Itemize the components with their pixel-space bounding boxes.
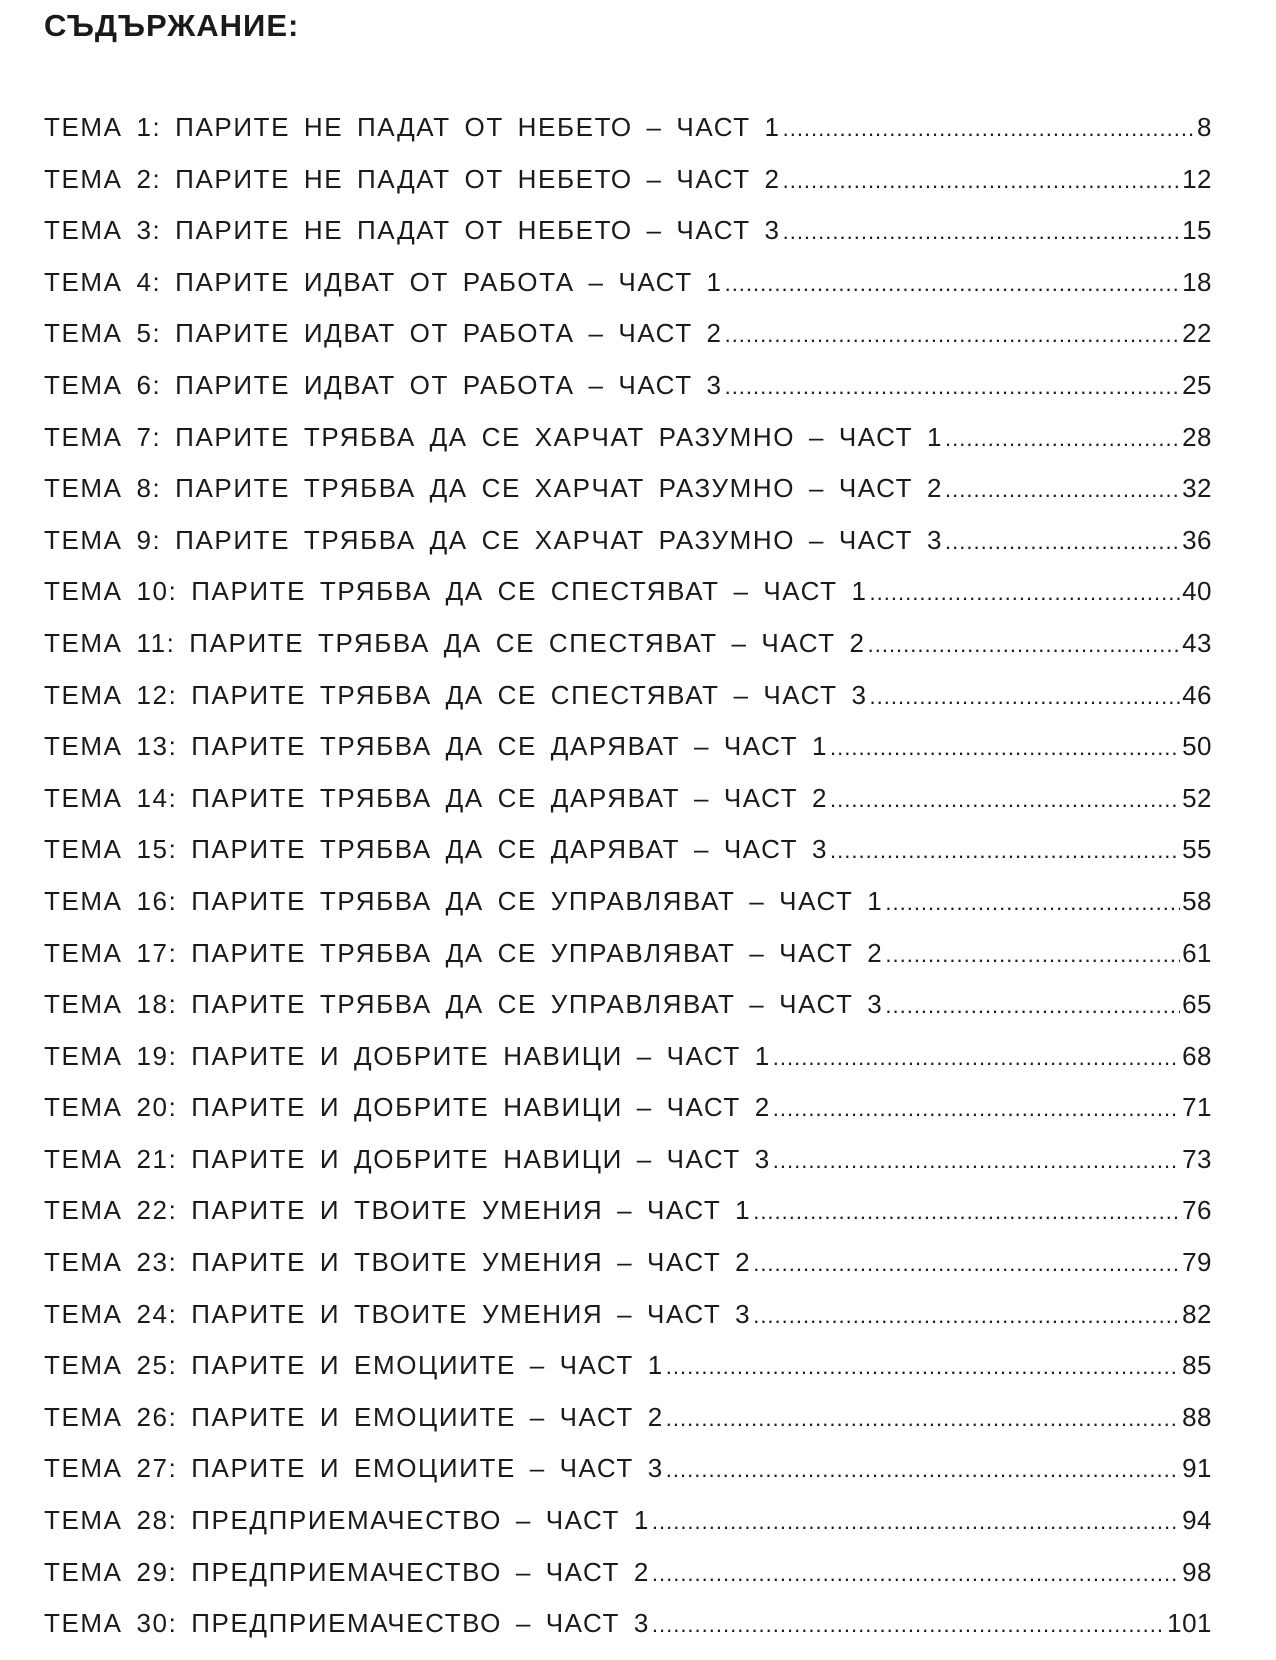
- dot-leader: [885, 938, 1180, 969]
- toc-entry-page: 79: [1182, 1247, 1212, 1278]
- toc-entry-label: ТЕМА 13: ПАРИТЕ ТРЯБВА ДА СЕ ДАРЯВАТ – ЧАСТ 1: [44, 731, 829, 762]
- toc-entry[interactable]: [44, 1350, 1212, 1402]
- toc-entry[interactable]: [44, 1402, 1212, 1454]
- toc-entry-label: ТЕМА 17: ПАРИТЕ ТРЯБВА ДА СЕ УПРАВЛЯВАТ – ЧАСТ 2: [44, 937, 884, 968]
- toc-entry-label: ТЕМА 15: ПАРИТЕ ТРЯБВА ДА СЕ ДАРЯВАТ – ЧАСТ 3: [44, 834, 829, 865]
- toc-entry[interactable]: [44, 422, 1212, 474]
- dot-leader: [830, 834, 1180, 865]
- toc-entry[interactable]: [44, 1195, 1212, 1247]
- toc-entry[interactable]: [44, 1041, 1212, 1093]
- toc-entry[interactable]: [44, 112, 1212, 164]
- toc-entry-label: ТЕМА 24: ПАРИТЕ И ТВОИТЕ УМЕНИЯ – ЧАСТ 3: [44, 1298, 752, 1329]
- toc-entry-page: 40: [1182, 576, 1212, 607]
- toc-entry-label: ТЕМА 11: ПАРИТЕ ТРЯБВА ДА СЕ СПЕСТЯВАТ – ЧАСТ 2: [44, 627, 866, 658]
- toc-entry[interactable]: [44, 989, 1212, 1041]
- toc-entry-label: ТЕМА 12: ПАРИТЕ ТРЯБВА ДА СЕ СПЕСТЯВАТ – ЧАСТ 3: [44, 679, 868, 710]
- toc-entry-page: 32: [1182, 473, 1212, 504]
- toc-entry[interactable]: [44, 628, 1212, 680]
- toc-entry-label: ТЕМА 7: ПАРИТЕ ТРЯБВА ДА СЕ ХАРЧАТ РАЗУМНО – ЧАСТ 1: [44, 421, 944, 452]
- toc-entry-label: ТЕМА 3: ПАРИТЕ НЕ ПАДАТ ОТ НЕБЕТО – ЧАСТ 3: [44, 215, 781, 246]
- toc-entry-page: 94: [1182, 1505, 1212, 1536]
- toc-entry-label: ТЕМА 4: ПАРИТЕ ИДВАТ ОТ РАБОТА – ЧАСТ 1: [44, 266, 723, 297]
- dot-leader: [870, 576, 1181, 607]
- dot-leader: [773, 1144, 1180, 1175]
- toc-entry-label: ТЕМА 5: ПАРИТЕ ИДВАТ ОТ РАБОТА – ЧАСТ 2: [44, 318, 723, 349]
- toc-entry-label: ТЕМА 14: ПАРИТЕ ТРЯБВА ДА СЕ ДАРЯВАТ – ЧАСТ 2: [44, 782, 829, 813]
- dot-leader: [783, 112, 1195, 143]
- toc-entry-label: ТЕМА 25: ПАРИТЕ И ЕМОЦИИТЕ – ЧАСТ 1: [44, 1350, 664, 1381]
- toc-entry-label: ТЕМА 20: ПАРИТЕ И ДОБРИТЕ НАВИЦИ – ЧАСТ 2: [44, 1092, 771, 1123]
- dot-leader: [753, 1195, 1180, 1226]
- toc-entry-page: 8: [1197, 112, 1212, 142]
- dot-leader: [830, 731, 1180, 762]
- toc-entry[interactable]: [44, 783, 1212, 835]
- toc-entry-page: 68: [1182, 1040, 1212, 1071]
- toc-entry-page: 22: [1182, 318, 1212, 349]
- toc-entry-page: 43: [1182, 627, 1212, 658]
- toc-entry-page: 76: [1182, 1195, 1212, 1226]
- toc-entry[interactable]: [44, 1557, 1212, 1609]
- toc-entry[interactable]: [44, 164, 1212, 216]
- dot-leader: [773, 1092, 1180, 1123]
- toc-entry-label: ТЕМА 10: ПАРИТЕ ТРЯБВА ДА СЕ СПЕСТЯВАТ – ЧАСТ 1: [44, 576, 868, 607]
- toc-entry-label: ТЕМА 18: ПАРИТЕ ТРЯБВА ДА СЕ УПРАВЛЯВАТ – ЧАСТ 3: [44, 989, 884, 1020]
- table-of-contents: [44, 112, 1212, 1660]
- dot-leader: [945, 422, 1180, 453]
- toc-entry-page: 73: [1182, 1143, 1212, 1174]
- toc-entry-label: ТЕМА 8: ПАРИТЕ ТРЯБВА ДА СЕ ХАРЧАТ РАЗУМНО – ЧАСТ 2: [44, 473, 944, 504]
- toc-entry-label: ТЕМА 29: ПРЕДПРИЕМАЧЕСТВО – ЧАСТ 2: [44, 1556, 650, 1587]
- toc-entry[interactable]: [44, 370, 1212, 422]
- toc-entry-page: 71: [1182, 1092, 1212, 1123]
- toc-entry-page: 12: [1182, 163, 1212, 194]
- dot-leader: [885, 989, 1180, 1020]
- toc-entry[interactable]: [44, 886, 1212, 938]
- dot-leader: [666, 1453, 1180, 1484]
- dot-leader: [652, 1608, 1165, 1639]
- toc-entry-page: 55: [1182, 834, 1212, 865]
- dot-leader: [783, 164, 1180, 195]
- toc-entry[interactable]: [44, 1247, 1212, 1299]
- dot-leader: [666, 1350, 1180, 1381]
- toc-entry-page: 25: [1182, 369, 1212, 400]
- toc-entry[interactable]: [44, 1092, 1212, 1144]
- dot-leader: [725, 267, 1181, 298]
- toc-entry-label: ТЕМА 1: ПАРИТЕ НЕ ПАДАТ ОТ НЕБЕТО – ЧАСТ 1: [44, 112, 781, 142]
- toc-entry-label: ТЕМА 6: ПАРИТЕ ИДВАТ ОТ РАБОТА – ЧАСТ 3: [44, 369, 723, 400]
- toc-entry-page: 36: [1182, 524, 1212, 555]
- toc-entry[interactable]: [44, 318, 1212, 370]
- toc-entry[interactable]: [44, 1144, 1212, 1196]
- toc-entry[interactable]: [44, 938, 1212, 990]
- toc-entry-label: ТЕМА 22: ПАРИТЕ И ТВОИТЕ УМЕНИЯ – ЧАСТ 1: [44, 1195, 752, 1226]
- toc-entry-page: 50: [1182, 731, 1212, 762]
- toc-entry-page: 15: [1182, 215, 1212, 246]
- toc-entry-page: 65: [1182, 989, 1212, 1020]
- toc-entry-label: ТЕМА 27: ПАРИТЕ И ЕМОЦИИТЕ – ЧАСТ 3: [44, 1453, 664, 1484]
- toc-entry[interactable]: [44, 576, 1212, 628]
- toc-entry-page: 101: [1167, 1608, 1212, 1639]
- toc-entry-label: ТЕМА 23: ПАРИТЕ И ТВОИТЕ УМЕНИЯ – ЧАСТ 2: [44, 1247, 752, 1278]
- toc-entry-label: ТЕМА 2: ПАРИТЕ НЕ ПАДАТ ОТ НЕБЕТО – ЧАСТ 2: [44, 163, 781, 194]
- dot-leader: [885, 886, 1180, 917]
- toc-entry-page: 98: [1182, 1556, 1212, 1587]
- dot-leader: [666, 1402, 1180, 1433]
- toc-entry-page: 28: [1182, 421, 1212, 452]
- page-title: СЪДЪРЖАНИЕ:: [44, 8, 300, 43]
- toc-entry[interactable]: [44, 215, 1212, 267]
- dot-leader: [753, 1299, 1180, 1330]
- toc-entry-page: 58: [1182, 885, 1212, 916]
- dot-leader: [830, 783, 1180, 814]
- toc-entry[interactable]: [44, 473, 1212, 525]
- toc-entry-label: ТЕМА 19: ПАРИТЕ И ДОБРИТЕ НАВИЦИ – ЧАСТ 1: [44, 1040, 771, 1071]
- toc-entry-page: 46: [1182, 679, 1212, 710]
- toc-entry-page: 82: [1182, 1298, 1212, 1329]
- toc-entry[interactable]: [44, 680, 1212, 732]
- toc-entry[interactable]: [44, 1299, 1212, 1351]
- toc-entry-page: 91: [1182, 1453, 1212, 1484]
- dot-leader: [945, 525, 1180, 556]
- toc-entry[interactable]: [44, 1453, 1212, 1505]
- dot-leader: [725, 318, 1181, 349]
- toc-entry[interactable]: [44, 525, 1212, 577]
- toc-entry[interactable]: [44, 731, 1212, 783]
- dot-leader: [725, 370, 1181, 401]
- toc-entry-label: ТЕМА 21: ПАРИТЕ И ДОБРИТЕ НАВИЦИ – ЧАСТ 3: [44, 1143, 771, 1174]
- dot-leader: [945, 473, 1180, 504]
- dot-leader: [870, 680, 1181, 711]
- toc-entry[interactable]: [44, 1505, 1212, 1557]
- dot-leader: [783, 215, 1180, 246]
- toc-entry-page: 85: [1182, 1350, 1212, 1381]
- toc-entry-page: 61: [1182, 937, 1212, 968]
- toc-entry-page: 52: [1182, 782, 1212, 813]
- toc-entry-label: ТЕМА 30: ПРЕДПРИЕМАЧЕСТВО – ЧАСТ 3: [44, 1608, 650, 1639]
- dot-leader: [652, 1505, 1180, 1536]
- toc-entry[interactable]: [44, 1608, 1212, 1660]
- toc-entry-label: ТЕМА 28: ПРЕДПРИЕМАЧЕСТВО – ЧАСТ 1: [44, 1505, 650, 1536]
- dot-leader: [753, 1247, 1180, 1278]
- toc-entry-page: 88: [1182, 1401, 1212, 1432]
- toc-entry-label: ТЕМА 26: ПАРИТЕ И ЕМОЦИИТЕ – ЧАСТ 2: [44, 1401, 664, 1432]
- toc-entry[interactable]: [44, 834, 1212, 886]
- dot-leader: [773, 1041, 1180, 1072]
- dot-leader: [652, 1557, 1180, 1588]
- toc-entry-label: ТЕМА 9: ПАРИТЕ ТРЯБВА ДА СЕ ХАРЧАТ РАЗУМНО – ЧАСТ 3: [44, 524, 944, 555]
- dot-leader: [868, 628, 1180, 659]
- toc-entry[interactable]: [44, 267, 1212, 319]
- toc-entry-page: 18: [1182, 266, 1212, 297]
- toc-entry-label: ТЕМА 16: ПАРИТЕ ТРЯБВА ДА СЕ УПРАВЛЯВАТ – ЧАСТ 1: [44, 885, 884, 916]
